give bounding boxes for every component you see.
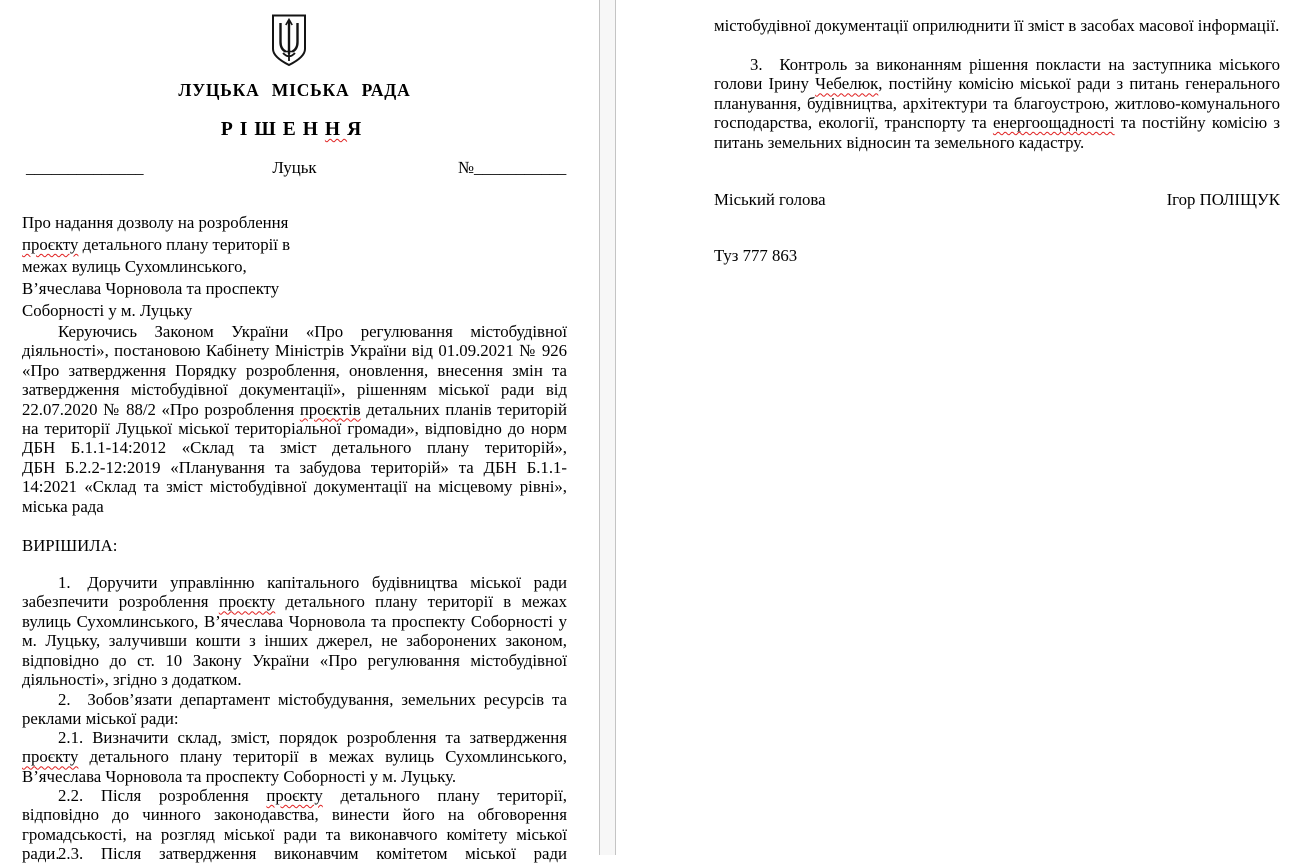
item-text: 3. Контроль за виконанням рішення покласти на заступника міського голови Ірину — [714, 55, 1280, 94]
resolution-item-1 — [22, 573, 567, 689]
subject-line-rest: детального плану території в — [78, 235, 291, 254]
item-text: 1. Доручити управлінню капітального будівництва міської ради забезпечити розроблення — [22, 573, 567, 612]
resolution-item-2-3: 2.3. Після затвердження виконавчим комітетом міської ради — [58, 844, 567, 863]
misspelled-word: Чебелюк — [815, 74, 879, 94]
document-type-title — [22, 119, 567, 141]
page-gutter — [599, 0, 616, 855]
misspelled-word: проєкту — [22, 747, 79, 767]
misspelled-word: проєкту — [218, 592, 276, 612]
subject-line: В’ячеслава Чорновола та проспекту — [22, 279, 280, 298]
preamble-text: Керуючись Законом України «Про регулювання містобудівної діяльності», постановою Кабінету Міністрів України від 01.09.2021 № 926 «Про затвердження Порядку розроблення, оновлення, внесення змін та затвердження містобудівної документації», рішенням міської ради від 22.07.2020 № 88/2 «Про розроблення — [22, 322, 567, 419]
misspelled-word: проєктів — [299, 399, 361, 419]
item-text: детального плану території в межах вулиць Сухомлинського, В’ячеслава Чорновола та проспекту Соборності у м. Луцьку, залучивши кошти з інших джерел, не заборонених законом, відповідно до ст. 10 Закону України «Про регулювання містобудівної діяльності», згідно з додатком. — [22, 592, 567, 690]
signature-row — [714, 190, 1280, 209]
item-text: детального плану території в межах вулиць Сухомлинського, В’ячеслава Чорновола та проспекту Соборності у м. Луцьку. — [22, 747, 567, 786]
doc-type-misspelled: Н — [324, 119, 348, 140]
council-name: ЛУЦЬКА МІСЬКА РАДА — [178, 80, 411, 100]
subject-line: Соборності у м. Луцьку — [22, 301, 193, 320]
item-text: 2.1. Визначити склад, зміст, порядок розроблення та затвердження — [58, 728, 567, 747]
subject-line — [22, 234, 352, 256]
subject-line: Про надання дозволу на розроблення — [22, 213, 289, 232]
executor-reference: Туз 777 863 — [714, 246, 798, 265]
doc-type-part2: Я — [347, 119, 369, 140]
date-blank-line: ______________ — [26, 158, 144, 177]
signatory-name: Ігор ПОЛІЩУК — [1166, 190, 1280, 209]
resolution-item-3 — [714, 55, 1280, 152]
doc-type-part1: РІШЕН — [220, 119, 325, 140]
page-2 — [616, 0, 1291, 855]
preamble-text: детальних планів територій на території Луцької міської територіальної громади», відповідно до норм ДБН Б.1.1-14:2012 «Склад та зміст детального плану територій», ДБН Б.2.2-12:2019 «Планування та забудова територій» та ДБН Б.1.1-14:2021 «Склад та зміст містобудівної документації на місцевому рівні», міська рада — [22, 399, 567, 516]
item-text: детального плану території, відповідно до чинного законодавства, винести його на обговорення громадськості, на розгляд міської ради та виконавчого комітету міської ради. — [22, 786, 567, 864]
subject-block — [22, 212, 352, 322]
page-1 — [0, 0, 599, 864]
item-text: , постійну комісію міської ради з питань генерального планування, будівництва, архітектури та благоустрою, житлово-комунального господарства, екології, транспорту та — [714, 74, 1280, 133]
subject-line: межах вулиць Сухомлинського, — [22, 257, 247, 276]
item-2-3-continuation: містобудівної документації оприлюднити її зміст в засобах масової інформації. — [714, 16, 1280, 35]
signatory-role: Міський голова — [714, 190, 826, 209]
preamble-paragraph — [22, 322, 567, 516]
resolution-item-2: 2. Зобов’язати департамент містобудування, земельних ресурсів та реклами міської ради: — [22, 690, 567, 729]
resolution-item-2-1 — [22, 728, 567, 786]
item-text: та постійну комісію з питань земельних відносин та земельного кадастру. — [714, 113, 1280, 152]
resolved-heading: ВИРІШИЛА: — [22, 536, 118, 555]
misspelled-word: енергоощадності — [992, 113, 1115, 133]
misspelled-word: проєкту — [22, 235, 79, 254]
city-label: Луцьк — [272, 158, 317, 177]
misspelled-word: проєкту — [266, 786, 323, 805]
ukraine-trident-emblem-icon — [270, 14, 308, 70]
number-blank-line: №___________ — [458, 158, 567, 177]
item-text: 2.2. Після розроблення — [58, 786, 267, 805]
